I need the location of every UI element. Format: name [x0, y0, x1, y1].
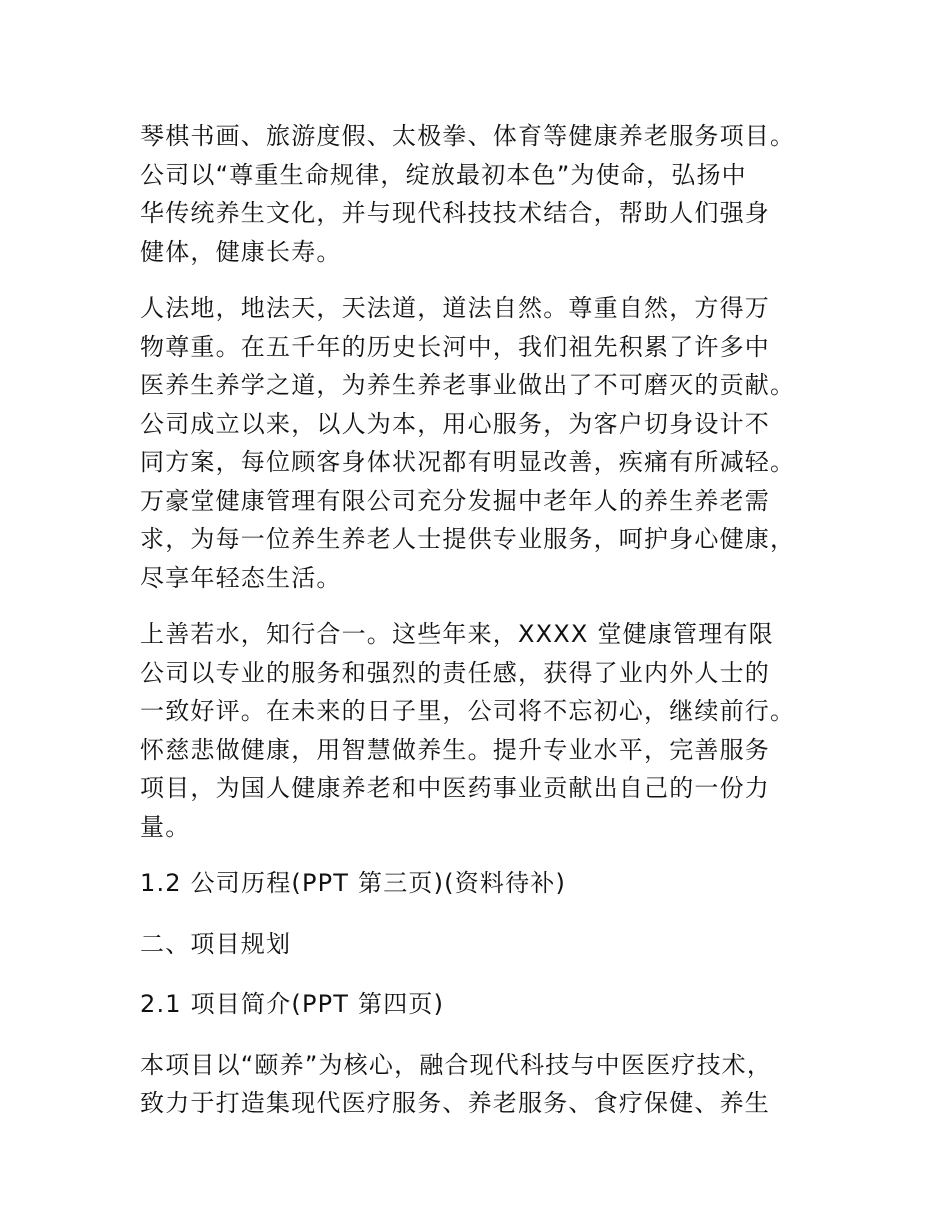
- heading-text: 二、项目规划: [140, 929, 292, 958]
- text-line: 尽享年轻态生活。: [140, 563, 342, 592]
- text-line: 公司以专业的服务和强烈的责任感，获得了业内外人士的: [140, 658, 770, 687]
- heading-project-planning: [140, 925, 820, 964]
- text-line: 万豪堂健康管理有限公司充分发掘中老年人的养生养老需: [140, 486, 770, 515]
- text-line: 人法地，地法天，天法道，道法自然。尊重自然，方得万: [140, 294, 770, 322]
- heading-company-history: [140, 864, 820, 903]
- text-line: 物尊重。在五千年的历史长河中，我们祖先积累了许多中: [140, 332, 770, 361]
- text-line: 上善若水，知行合一。这些年来，XXXX 堂健康管理有限: [140, 620, 774, 648]
- heading-text: 1.2 公司历程(PPT 第三页)(资料待补): [140, 869, 567, 897]
- text-line: 一致好评。在未来的日子里，公司将不忘初心，继续前行。: [140, 697, 796, 725]
- text-line: 琴棋书画、旅游度假、太极拳、体育等健康养老服务项目。: [140, 122, 796, 150]
- text-line: 量。: [140, 812, 191, 841]
- text-line: 致力于打造集现代医疗服务、养老服务、食疗保健、养生: [140, 1089, 770, 1117]
- paragraph-company-reputation: [140, 615, 820, 846]
- paragraph-company-philosophy: [140, 289, 820, 597]
- paragraph-project-summary: [140, 1046, 820, 1123]
- text-line: 本项目以“颐养”为核心，融合现代科技与中医医疗技术，: [140, 1050, 773, 1079]
- text-line: 求，为每一位养生养老人士提供专业服务，呵护身心健康，: [140, 525, 796, 553]
- heading-text: 2.1 项目简介(PPT 第四页): [140, 990, 445, 1018]
- text-line: 华传统养生文化，并与现代科技技术结合，帮助人们强身: [140, 199, 770, 227]
- text-line: 公司以“尊重生命规律，绽放最初本色”为使命，弘扬中: [140, 160, 747, 189]
- text-line: 健体，健康长寿。: [140, 237, 342, 266]
- text-line: 怀慈悲做健康，用智慧做养生。提升专业水平，完善服务: [140, 735, 770, 764]
- text-line: 项目，为国人健康养老和中医药事业贡献出自己的一份力: [140, 774, 770, 802]
- text-line: 同方案，每位顾客身体状况都有明显改善，疾痛有所减轻。: [140, 448, 796, 476]
- heading-project-intro: [140, 985, 820, 1024]
- text-line: 公司成立以来，以人为本，用心服务，为客户切身设计不: [140, 409, 770, 438]
- document-body: [140, 117, 820, 1141]
- text-line: 医养生养学之道，为养生养老事业做出了不可磨灭的贡献。: [140, 371, 796, 399]
- paragraph-company-mission: [140, 117, 820, 271]
